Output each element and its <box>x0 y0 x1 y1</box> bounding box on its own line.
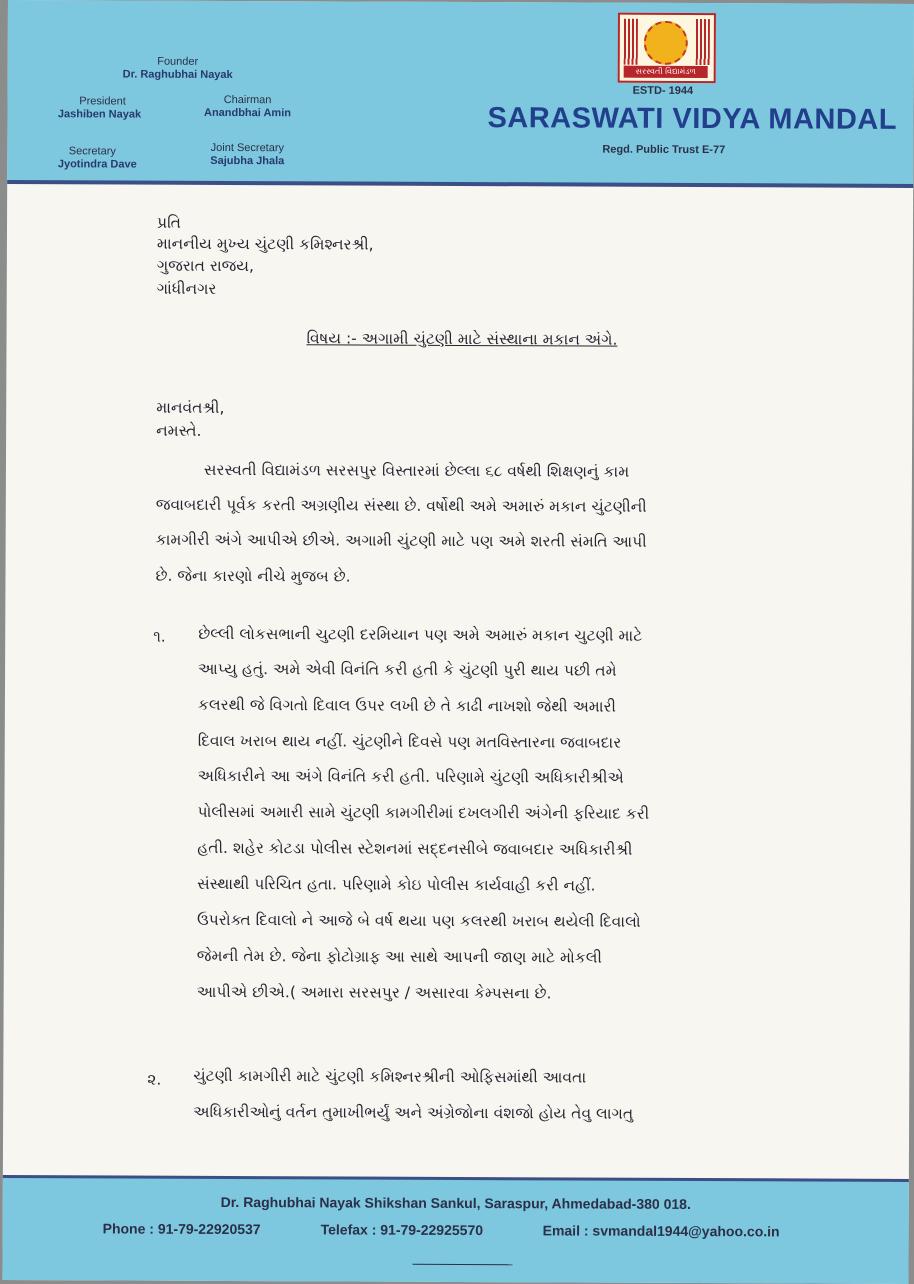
subject-line: વિષય :- અગામી ચુંટણી માટે સંસ્થાના મકાન અંગે. <box>306 329 618 349</box>
footer-phone: Phone : 91-79-22920537 <box>102 1220 261 1238</box>
point1-line: છેલ્લી લોકસભાની ચુટણી દરમિયાન પણ અમે અમારું મકાન ચુટણી માટે <box>198 624 643 645</box>
point-number: ૨. <box>147 1070 162 1089</box>
secretary-role: Secretary <box>68 145 116 158</box>
to-line: પ્રતિ <box>156 213 181 232</box>
logo-label: સરસ્વતી વિદ્યામંડળ <box>624 66 708 78</box>
founder-name: Dr. Raghubhai Nayak <box>122 68 233 81</box>
point1-line: આપીએ છીએ.( અમારા સરસપુર / અસારવા કેમ્પસના છે. <box>196 982 552 1003</box>
point1-line: આપ્યુ હતું. અમે એવી વિનંતિ કરી હતી કે ચુંટણી પુરી થાય પછી તમે <box>198 659 617 680</box>
letter-page <box>2 0 914 1284</box>
point2-line: અધિકારીઓનું વર્તન તુમાખીભર્યું અને અંગ્રેજોના વંશજો હોય તેવુ લાગતુ <box>193 1102 634 1123</box>
footer-telefax: Telefax : 91-79-22925570 <box>320 1221 484 1239</box>
to-line: ગાંધીનગર <box>156 279 217 298</box>
founder-role: Founder <box>157 55 199 68</box>
registration-number: Regd. Public Trust E-77 <box>602 143 726 157</box>
intro-line: જવાબદારી પૂર્વક કરતી અગ્રણીય સંસ્થા છે. વર્ષોથી અમે અમારું મકાન ચુંટણીની <box>155 495 647 516</box>
point1-line: ઉપરોક્ત દિવાલો ને આજે બે વર્ષ થયા પણ કલરથી ખરાબ થયેલી દિવાલો <box>196 910 641 931</box>
secretary-name: Jyotindra Dave <box>57 158 137 171</box>
president-name: Jashiben Nayak <box>57 108 142 121</box>
chairman-name: Anandbhai Amin <box>203 106 292 120</box>
footer-email: Email : svmandal1944@yahoo.co.in <box>542 1222 780 1240</box>
point1-line: કલરથી જે વિગતો દિવાલ ઉપર લખી છે તે કાઢી નાખશો જેથી અમારી <box>197 695 617 716</box>
organization-name: SARASWATI VIDYA MANDAL <box>487 102 898 136</box>
joint-secretary-role: Joint Secretary <box>210 141 285 155</box>
greeting: નમસ્તે. <box>156 421 202 440</box>
point1-line: પોલીસમાં અમારી સામે ચુંટણી કામગીરીમાં દખલગીરી અંગેની ફરિયાદ કરી <box>197 802 650 823</box>
chairman-role: Chairman <box>223 93 272 107</box>
intro-line: સરસ્વતી વિદ્યામંડળ સરસપુર વિસ્તારમાં છેલ્લા ૬૮ વર્ષથી શિક્ષણનું કામ <box>203 460 630 481</box>
point1-line: જેમની તેમ છે. જેના ફોટોગ્રાફ આ સાથે આપની જાણ માટે મોકલી <box>196 946 602 967</box>
established-year: ESTD- 1944 <box>632 84 694 97</box>
point1-line: સંસ્થાથી પરિચિત હતા. પરિણામે કોઇ પોલીસ કાર્યવાહી કરી નહીં. <box>197 874 596 895</box>
point1-line: હતી. શહેર કોટડા પોલીસ સ્ટેશનમાં સદ્દનસીબે જવાબદાર અધિકારીશ્રી <box>197 838 633 859</box>
point1-line: દિવાલ ખરાબ થાય નહીં. ચુંટણીને દિવસે પણ મતવિસ્તારના જવાબદાર <box>197 731 622 752</box>
footer-address: Dr. Raghubhai Nayak Shikshan Sankul, Saraspur, Ahmedabad-380 018. <box>220 1193 691 1212</box>
salutation: માનવંતશ્રી, <box>156 398 225 417</box>
to-line: ગુજરાત રાજય, <box>156 256 254 276</box>
logo-pillar-right <box>696 19 710 65</box>
trust-logo <box>618 13 716 83</box>
to-line: માનનીય મુખ્ય ચુંટણી કમિશ્નરશ્રી, <box>156 234 374 254</box>
joint-secretary-name: Sajubha Jhala <box>210 154 285 168</box>
logo-pillar-left <box>624 19 638 65</box>
point1-line: અધિકારીને આ અંગે વિનંતિ કરી હતી. પરિણામે ચુંટણી અધિકારીશ્રીએ <box>197 766 624 787</box>
intro-line: છે. જેના કારણો નીચે મુજબ છે. <box>155 566 351 586</box>
intro-line: કામગીરી અંગે આપીએ છીએ. અગામી ચુંટણી માટે પણ અમે શરતી સંમતિ આપી <box>155 530 647 551</box>
lotus-sun-icon <box>644 21 688 65</box>
point2-line: ચુંટણી કામગીરી માટે ચુંટણી કમિશ્નરશ્રીની ઓફિસમાંથી આવતા <box>193 1066 587 1087</box>
point-number: ૧. <box>153 627 166 646</box>
president-role: President <box>79 95 126 108</box>
